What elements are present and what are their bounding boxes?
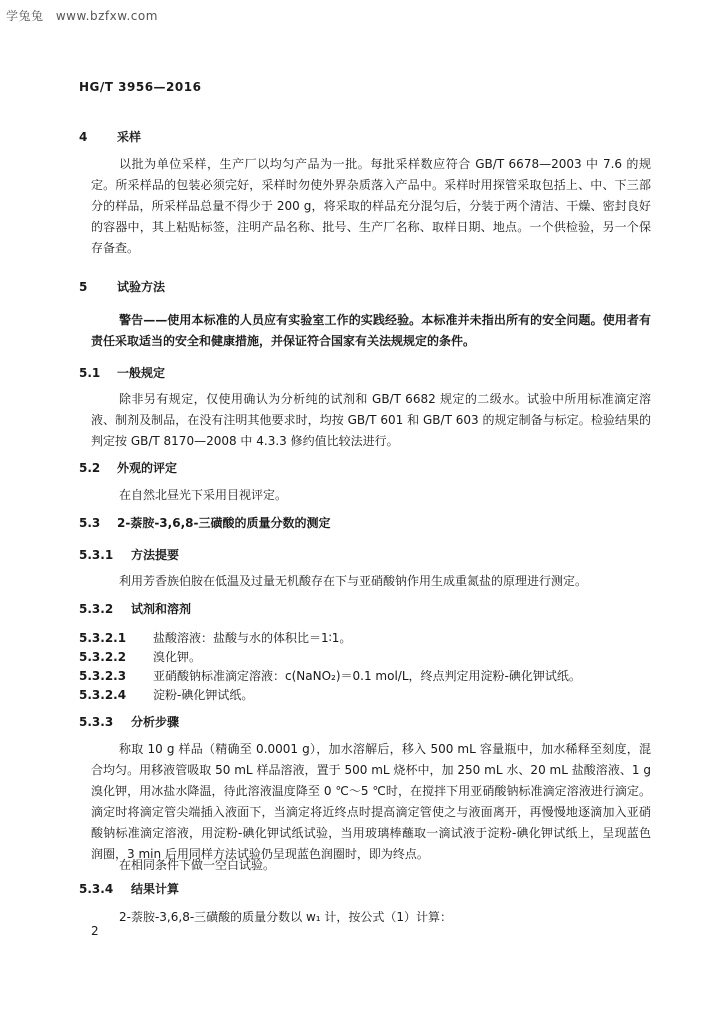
section-title: 外观的评定: [117, 461, 178, 475]
section-number: 5.2: [79, 461, 101, 475]
paragraph-blank-test: 在相同条件下做一空白试验。: [119, 858, 276, 872]
warning-paragraph: 警告——使用本标准的人员应有实验室工作的实践经验。本标准并未指出所有的安全问题。使用者有责任采取适当的安全和健康措施，并保证符合国家有关法规规定的条件。: [91, 313, 651, 348]
reagent-item: [79, 629, 351, 646]
item-number: 5.3.2.2: [79, 650, 127, 664]
heading-section-5-1: [79, 364, 165, 381]
section-number: 5.3.4: [79, 882, 114, 896]
section-title: 分析步骤: [131, 715, 180, 729]
paragraph-calculation: 2-萘胺-3,6,8-三磺酸的质量分数以 w₁ 计，按公式（1）计算：: [119, 910, 453, 924]
section-title: 结果计算: [131, 882, 180, 896]
reagent-item: [79, 686, 253, 703]
item-text: 溴化钾。: [153, 650, 202, 664]
item-text: 淀粉-碘化钾试纸。: [153, 688, 254, 702]
paragraph-procedure: 称取 10 g 样品（精确至 0.0001 g），加水溶解后，移入 500 mL 容量瓶中，加水稀释至刻度，混合均匀。用移液管吸取 50 mL 样品溶液，置于 500 mL 烧杯中，加 250 mL 水、20 mL 盐酸溶液、1 g 溴化钾，用冰盐水降温，待此溶液温度降至 0 ℃～5 ℃时，在搅拌下用亚硝酸钠标准滴定溶液进行滴定。滴定时将滴定管尖端插入液面下，当滴定将近终点时提高滴定管使之与液面离开，再慢慢地逐滴加入亚硝酸钠标准滴定溶液，用淀粉-碘化钾试纸试验，当用玻璃棒蘸取一滴试液于淀粉-碘化钾试纸上，呈现蓝色润圈，3 min 后用同样方法试验仍呈现蓝色润圈时，即为终点。: [91, 742, 651, 861]
item-number: 5.3.2.1: [79, 631, 127, 645]
section-number: 5: [79, 280, 88, 294]
section-number: 5.1: [79, 366, 101, 380]
item-text: 亚硝酸钠标准滴定溶液：c(NaNO₂)＝0.1 mol/L，终点判定用淀粉-碘化钾试纸。: [153, 669, 581, 683]
section-number: 5.3.2: [79, 602, 114, 616]
watermark-url: www.bzfxw.com: [55, 9, 158, 23]
heading-section-5-3: [79, 514, 330, 531]
heading-section-5-3-2: [79, 600, 191, 617]
section-title: 方法提要: [131, 548, 180, 562]
heading-section-4: [79, 128, 141, 145]
section-title: 采样: [117, 130, 142, 144]
section-title: 试剂和溶剂: [131, 602, 192, 616]
heading-section-5: [79, 278, 165, 295]
heading-section-5-3-3: [79, 713, 179, 730]
section-number: 5.3.1: [79, 548, 114, 562]
item-number: 5.3.2.3: [79, 669, 127, 683]
reagent-item: [79, 648, 201, 665]
standard-code: HG/T 3956—2016: [79, 80, 202, 94]
reagent-item: [79, 667, 581, 684]
heading-section-5-3-4: [79, 880, 179, 897]
page-number: 2: [91, 924, 99, 938]
watermark-site-name: 学兔兔: [6, 9, 44, 23]
item-number: 5.3.2.4: [79, 688, 127, 702]
section-title: 2-萘胺-3,6,8-三磺酸的质量分数的测定: [117, 516, 331, 530]
item-text: 盐酸溶液：盐酸与水的体积比＝1∶1。: [153, 631, 352, 645]
paragraph-general-rules: 除非另有规定，仅使用确认为分析纯的试剂和 GB/T 6682 规定的二级水。试验中所用标准滴定溶液、制剂及制品，在没有注明其他要求时，均按 GB/T 601 和 GB/T 603 的规定制备与标定。检验结果的判定按 GB/T 8170—2008 中 4.3.3 修约值比较法进行。: [91, 392, 651, 448]
paragraph-appearance: 在自然北昼光下采用目视评定。: [119, 488, 288, 502]
heading-section-5-3-1: [79, 546, 179, 563]
section-number: 4: [79, 130, 88, 144]
paragraph-method-summary: 利用芳香族伯胺在低温及过量无机酸存在下与亚硝酸钠作用生成重氮盐的原理进行测定。: [119, 574, 588, 588]
paragraph-sampling: 以批为单位采样，生产厂以均匀产品为一批。每批采样数应符合 GB/T 6678—2003 中 7.6 的规定。所采样品的包装必须完好，采样时勿使外界杂质落入产品中。采样时用探管采取包括上、中、下三部分的样品，所采样品总量不得少于 200 g，将采取的样品充分混匀后，分装于两个清洁、干燥、密封良好的容器中，其上粘贴标签，注明产品名称、批号、生产厂名称、取样日期、地点。一个供检验，另一个保存备查。: [91, 157, 651, 255]
section-title: 试验方法: [117, 280, 166, 294]
heading-section-5-2: [79, 459, 177, 476]
section-number: 5.3.3: [79, 715, 114, 729]
section-title: 一般规定: [117, 366, 166, 380]
section-number: 5.3: [79, 516, 101, 530]
watermark: [6, 7, 158, 24]
